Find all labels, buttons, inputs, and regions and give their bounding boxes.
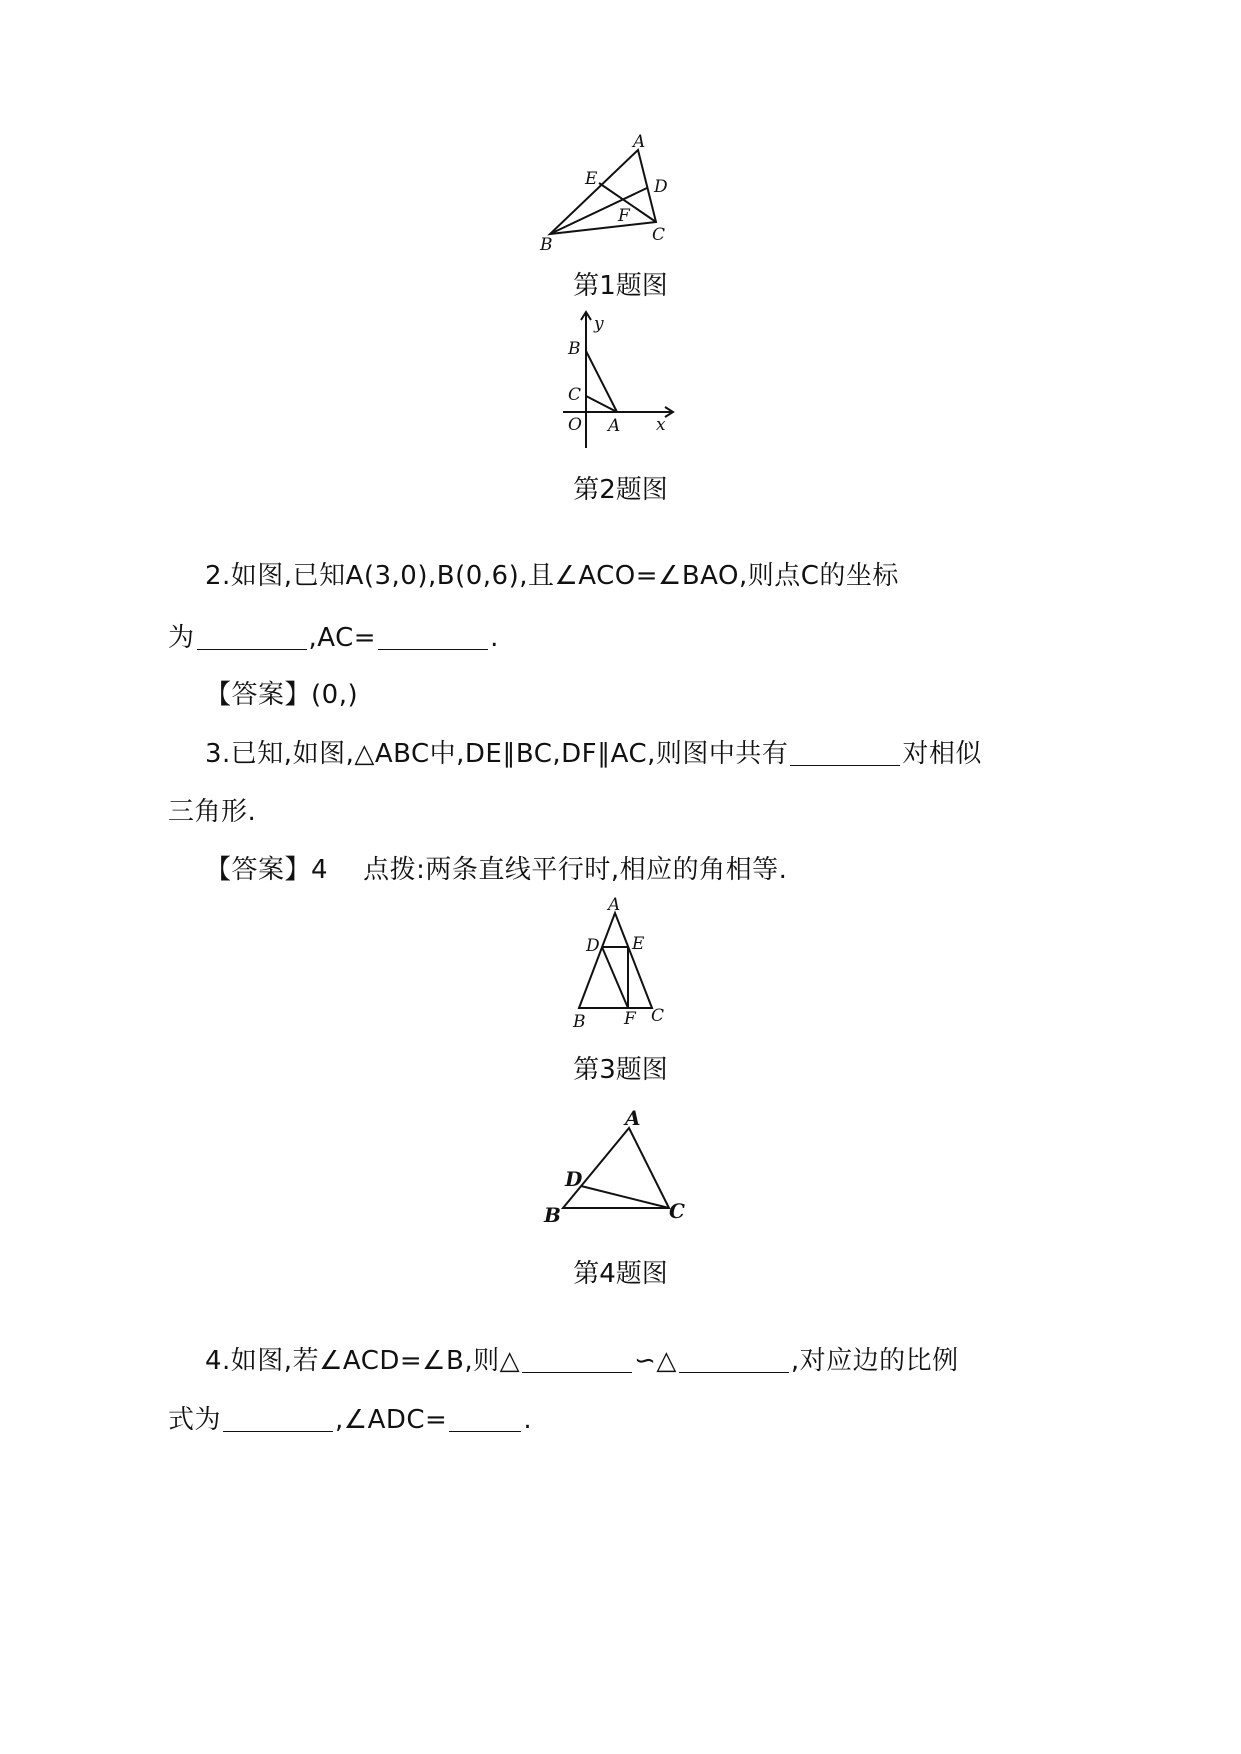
figure-2-diagram — [556, 308, 686, 458]
figure-1-caption: 第1题图 — [573, 271, 668, 301]
label-b: B — [567, 339, 580, 359]
figure-4-caption: 第4题图 — [573, 1259, 668, 1289]
q2-text-prefix: 为 — [168, 623, 195, 653]
q4-text-prefix: 4.如图,若∠ACD=∠B,则△ — [205, 1346, 521, 1376]
label-a: A — [607, 416, 620, 436]
q2-line-1: 2.如图,已知A(3,0),B(0,6),且∠ACO=∠BAO,则点C的坐标 — [205, 561, 899, 591]
figure-1 — [0, 130, 1241, 265]
segment-dc — [581, 1186, 669, 1208]
q3-answer — [205, 849, 787, 886]
label-d: D — [585, 936, 600, 956]
q4-blank-triangle-1 — [522, 1346, 632, 1373]
q4-text-suffix: ,对应边的比例 — [790, 1346, 959, 1376]
q4-blank-proportion — [223, 1405, 333, 1432]
label-a: A — [624, 1106, 641, 1130]
q4-blank-triangle-2 — [679, 1346, 789, 1373]
q2-answer-text: (0,) — [311, 680, 359, 710]
q4-text-prefix-2: 式为 — [168, 1405, 222, 1435]
label-d: D — [564, 1167, 582, 1191]
label-c: C — [650, 1006, 664, 1026]
q2-blank-ac — [378, 623, 488, 650]
q2-answer-label: 【答案】 — [205, 680, 312, 710]
label-y: y — [593, 314, 604, 334]
q3-blank-count — [790, 739, 900, 766]
label-a: A — [607, 895, 620, 915]
q4-text-end: . — [523, 1405, 533, 1435]
segment-ba — [586, 351, 617, 412]
label-f: F — [623, 1009, 636, 1029]
figure-2-caption: 第2题图 — [573, 475, 668, 505]
label-b: B — [572, 1012, 585, 1032]
q4-line-1 — [205, 1340, 959, 1377]
q3-text-suffix: 对相似 — [902, 739, 982, 769]
figure-3-caption: 第3题图 — [573, 1055, 668, 1085]
label-x: x — [655, 415, 666, 435]
segment-bd — [550, 188, 647, 234]
label-e: E — [631, 934, 644, 954]
q2-blank-coordinate — [197, 623, 307, 650]
label-a: A — [632, 132, 645, 152]
label-d: D — [653, 177, 668, 197]
figure-4-diagram — [541, 1100, 701, 1230]
q4-line-2 — [168, 1399, 532, 1436]
q2-text-end: . — [490, 623, 499, 653]
figure-2 — [0, 308, 1241, 458]
label-e: E — [584, 169, 597, 189]
figure-3-diagram — [566, 893, 676, 1033]
figure-1-diagram — [531, 130, 711, 265]
label-b: B — [543, 1203, 561, 1227]
q4-text-mid: ,∠ADC= — [335, 1405, 448, 1435]
q3-line-2: 三角形. — [168, 797, 257, 827]
q4-blank-angle — [449, 1405, 521, 1432]
q3-answer-text: 4 点拨:两条直线平行时,相应的角相等. — [311, 855, 788, 885]
label-c: C — [567, 385, 581, 405]
label-c: C — [651, 225, 665, 245]
figure-3 — [0, 893, 1241, 1033]
label-c: C — [668, 1199, 685, 1223]
q3-answer-label: 【答案】 — [205, 855, 312, 885]
q4-text-similar: ∽△ — [634, 1346, 677, 1376]
label-b: B — [539, 235, 552, 255]
q3-line-1 — [205, 733, 982, 770]
figure-4 — [0, 1100, 1241, 1230]
q3-text-prefix: 3.已知,如图,△ABC中,DE∥BC,DF∥AC,则图中共有 — [205, 739, 789, 769]
triangle-abc — [579, 913, 652, 1008]
label-o: O — [567, 415, 582, 435]
label-f: F — [617, 206, 630, 226]
q2-text-mid: ,AC= — [308, 623, 377, 653]
q2-line-2 — [168, 617, 499, 654]
segment-df — [602, 947, 628, 1008]
q2-answer — [205, 674, 358, 711]
